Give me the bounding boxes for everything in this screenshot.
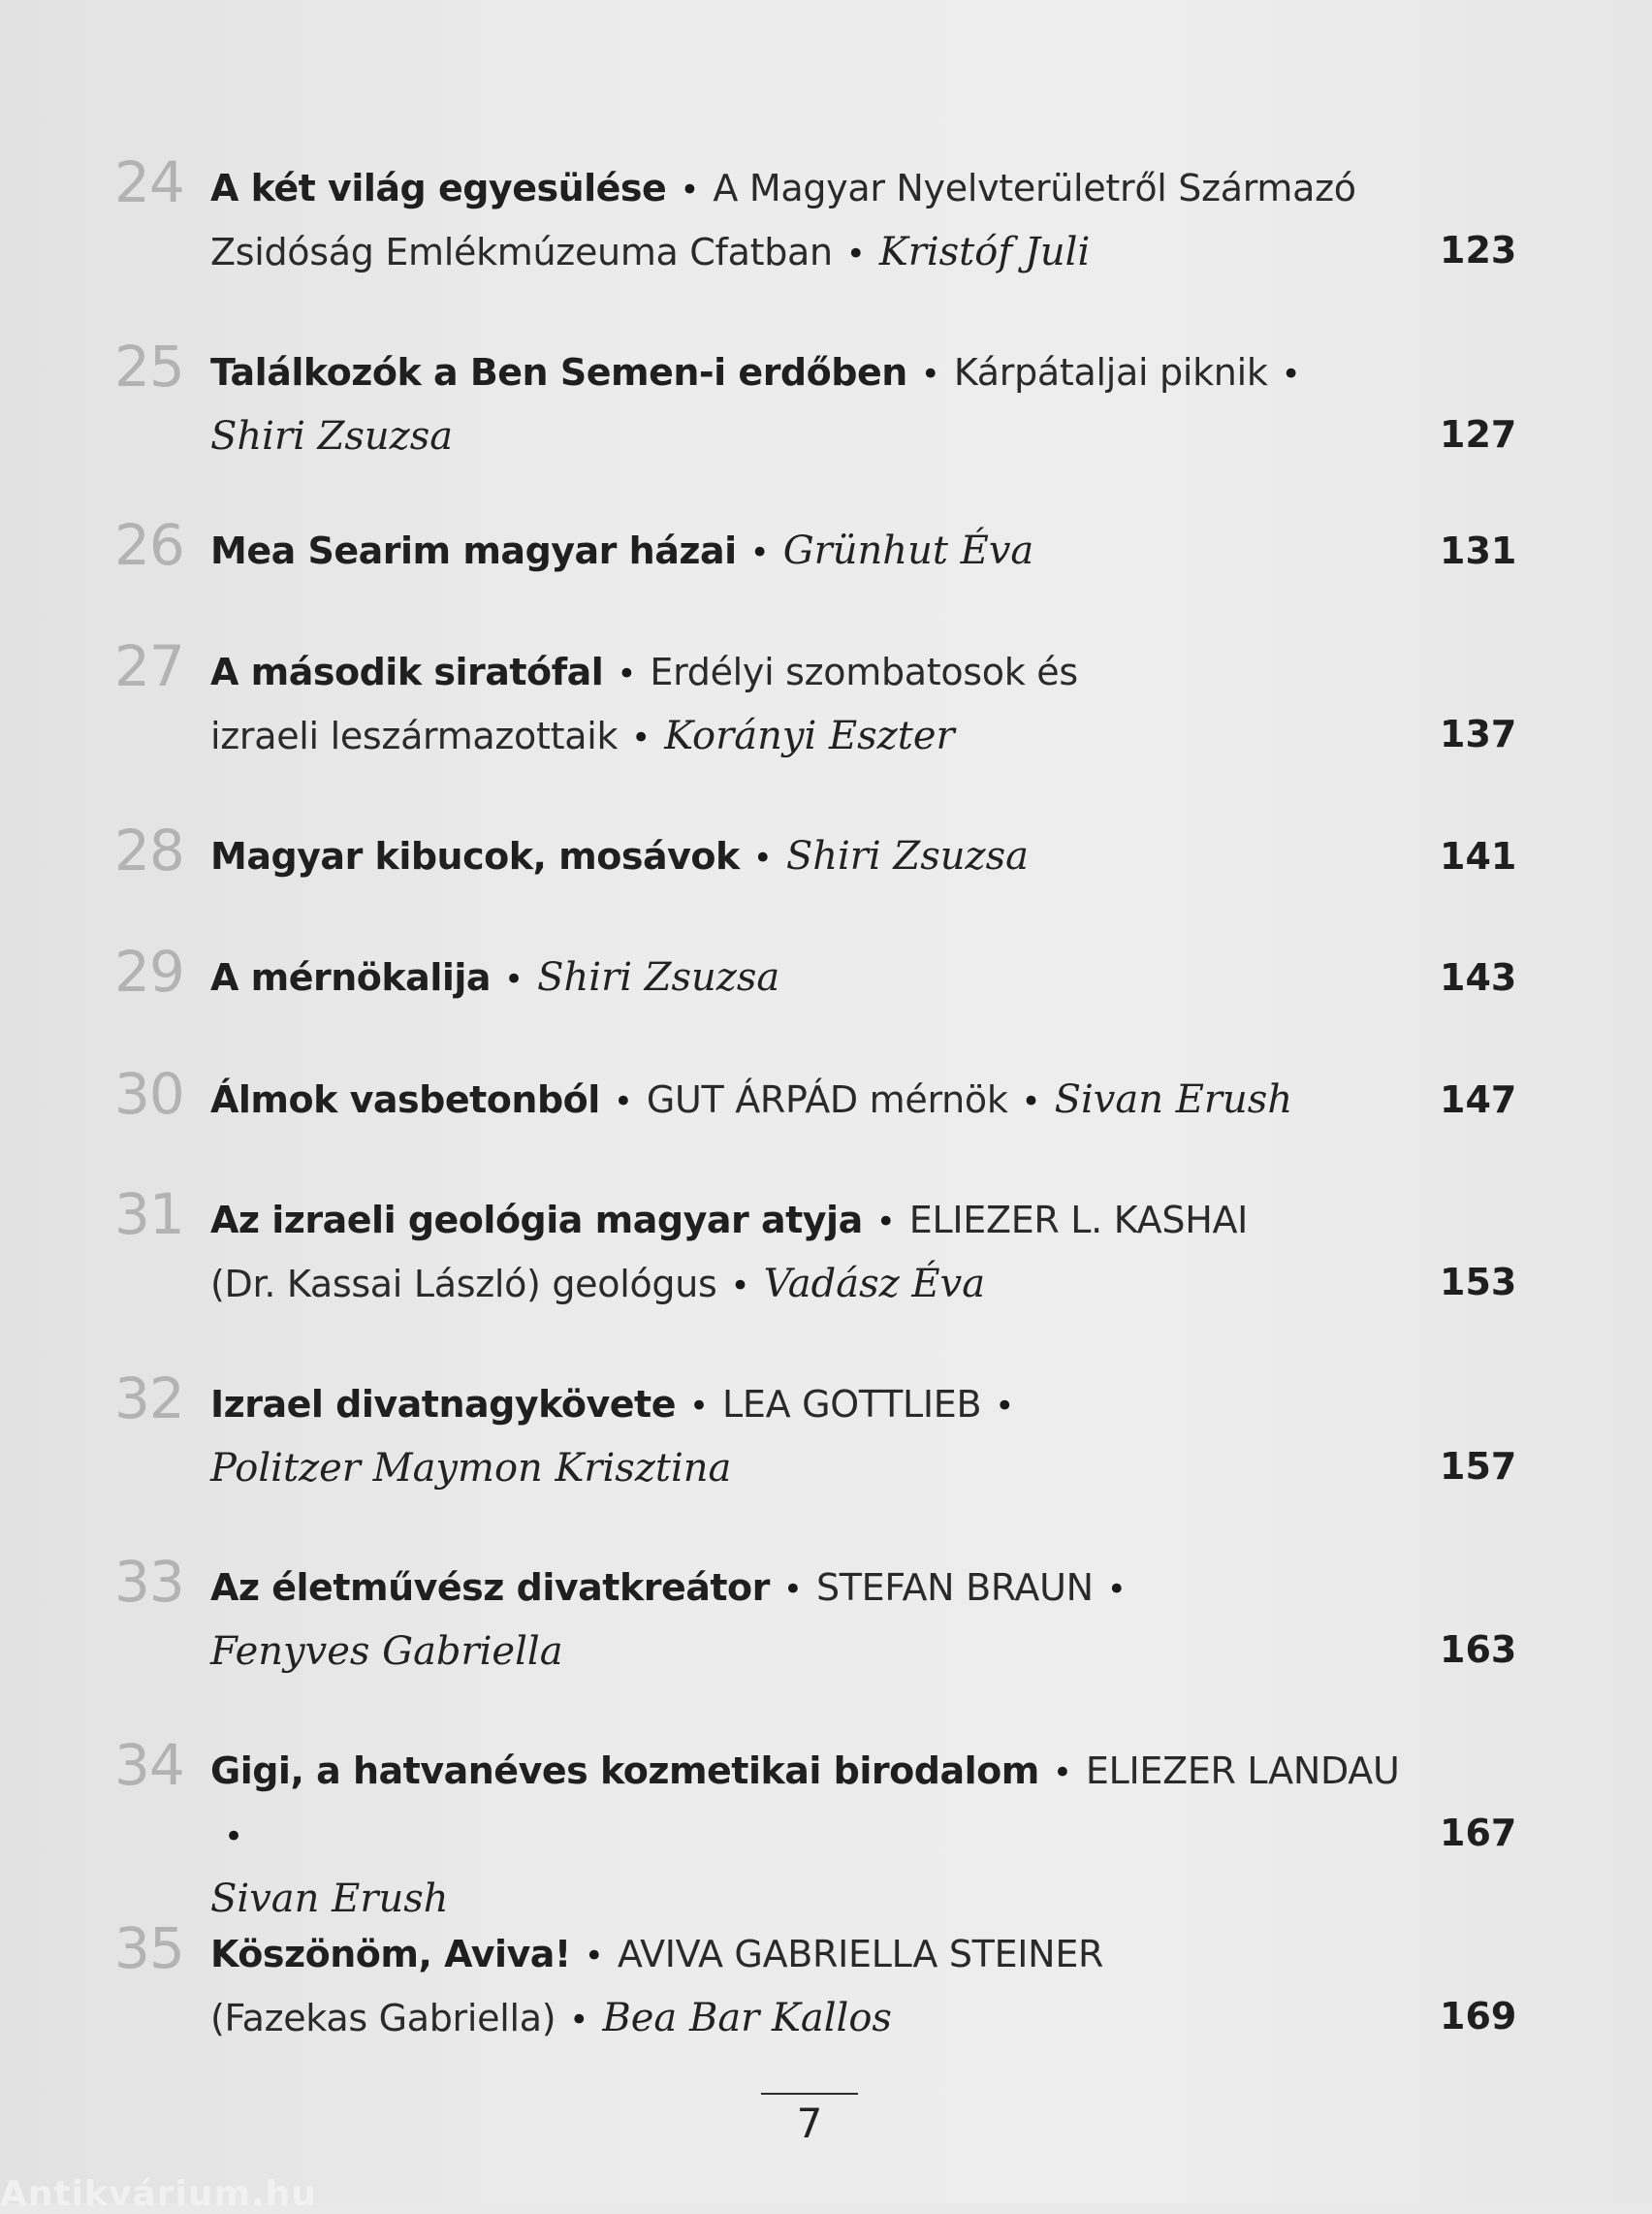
page-number: 141 (1440, 835, 1517, 878)
chapter-author: Kristóf Juli (878, 230, 1091, 274)
chapter-author: Politzer Maymon Krisztina (210, 1446, 732, 1491)
bullet-separator: • (1281, 355, 1301, 394)
bullet-separator: • (749, 533, 770, 572)
bullet-separator: • (617, 655, 637, 693)
bullet-separator: • (613, 1082, 633, 1121)
chapter-subtitle: ELIEZER L. KASHAI (908, 1199, 1249, 1241)
page-number: 137 (1440, 713, 1517, 755)
chapter-number: 24 (114, 149, 184, 215)
chapter-author: Fenyves Gabriella (210, 1629, 563, 1674)
page-number: 163 (1440, 1628, 1517, 1671)
chapter-number: 29 (114, 939, 184, 1005)
chapter-title: Mea Searim magyar házai (210, 529, 737, 572)
chapter-title: Az életművész divatkreátor (210, 1566, 770, 1609)
chapter-author: Vadász Éva (763, 1262, 986, 1306)
bullet-separator: • (1052, 1753, 1072, 1792)
chapter-title: Gigi, a hatvanéves kozmetikai birodalom (210, 1749, 1039, 1792)
page-number: 169 (1440, 1995, 1517, 2038)
chapter-author: Sivan Erush (210, 1877, 449, 1921)
chapter-number: 33 (114, 1549, 184, 1615)
bullet-separator: • (1021, 1082, 1041, 1121)
chapter-subtitle: Kárpátaljai piknik (953, 351, 1268, 394)
page-number: 143 (1440, 956, 1517, 999)
bullet-separator: • (875, 1203, 896, 1241)
bullet-separator: • (680, 171, 700, 209)
chapter-number: 31 (114, 1181, 184, 1247)
chapter-subtitle-continued: (Fazekas Gabriella) (210, 1997, 556, 2039)
chapter-author: Korányi Eszter (664, 714, 955, 758)
chapter-author: Shiri Zsuzsa (785, 834, 1029, 879)
page-number: 153 (1440, 1261, 1517, 1303)
chapter-subtitle: GUT ÁRPÁD mérnök (646, 1078, 1008, 1121)
chapter-subtitle: LEA GOTTLIEB (722, 1383, 982, 1426)
chapter-number: 35 (114, 1915, 184, 1981)
page-number: 131 (1440, 529, 1517, 572)
bullet-separator: • (920, 355, 940, 394)
bullet-separator: • (688, 1387, 710, 1426)
bullet-separator: • (752, 839, 773, 878)
chapter-author: Bea Bar Kallos (602, 1996, 892, 2040)
chapter-subtitle: AVIVA GABRIELLA STEINER (617, 1933, 1104, 1975)
chapter-title: Találkozók a Ben Semen-i erdőben (210, 351, 907, 394)
page-number: 167 (1440, 1812, 1517, 1854)
bullet-separator: • (631, 719, 651, 757)
bullet-separator: • (730, 1267, 750, 1305)
page-number: 123 (1440, 229, 1517, 272)
chapter-title: Az izraeli geológia magyar atyja (210, 1199, 863, 1241)
page-number: 157 (1440, 1445, 1517, 1488)
bullet-separator: • (782, 1570, 803, 1609)
bullet-separator: • (845, 235, 866, 273)
bullet-separator: • (995, 1387, 1015, 1426)
chapter-number: 30 (114, 1061, 184, 1127)
chapter-subtitle-continued: (Dr. Kassai László) geológus (210, 1263, 717, 1305)
chapter-title: Köszönöm, Aviva! (210, 1933, 571, 1975)
footer-page-number: 7 (796, 2100, 823, 2147)
chapter-title: Izrael divatnagykövete (210, 1383, 676, 1426)
chapter-title: A második siratófal (210, 651, 604, 693)
chapter-title: Álmok vasbetonból (210, 1078, 600, 1121)
chapter-author: Shiri Zsuzsa (210, 414, 454, 459)
chapter-title: A két világ egyesülése (210, 167, 667, 209)
chapter-title: A mérnökalija (210, 956, 492, 999)
chapter-number: 26 (114, 512, 184, 578)
chapter-subtitle-continued: izraeli leszármazottaik (210, 715, 619, 757)
chapter-number: 28 (114, 818, 184, 883)
chapter-number: 25 (114, 334, 184, 400)
chapter-author: Sivan Erush (1054, 1077, 1293, 1122)
bullet-separator: • (1106, 1570, 1127, 1609)
watermark: Antikvárium.hu (0, 2174, 317, 2214)
chapter-subtitle: ELIEZER LANDAU (1085, 1749, 1400, 1792)
chapter-subtitle-continued: Zsidóság Emlékmúzeuma Cfatban (210, 231, 833, 273)
page-number: 147 (1440, 1078, 1517, 1121)
chapter-number: 32 (114, 1365, 184, 1431)
bullet-separator: • (504, 960, 524, 999)
page-number: 127 (1440, 413, 1517, 456)
chapter-title: Magyar kibucok, mosávok (210, 835, 740, 878)
chapter-number: 34 (114, 1732, 184, 1798)
chapter-subtitle: STEFAN BRAUN (815, 1566, 1094, 1609)
bullet-separator: • (224, 1817, 244, 1856)
chapter-author: Shiri Zsuzsa (537, 955, 780, 1000)
chapter-subtitle: A Magyar Nyelvterületről Származó (713, 167, 1356, 209)
chapter-number: 27 (114, 633, 184, 699)
chapter-subtitle: Erdélyi szombatosok és (650, 651, 1078, 693)
bullet-separator: • (584, 1937, 604, 1975)
bullet-separator: • (569, 2001, 589, 2039)
chapter-author: Grünhut Éva (782, 529, 1034, 573)
